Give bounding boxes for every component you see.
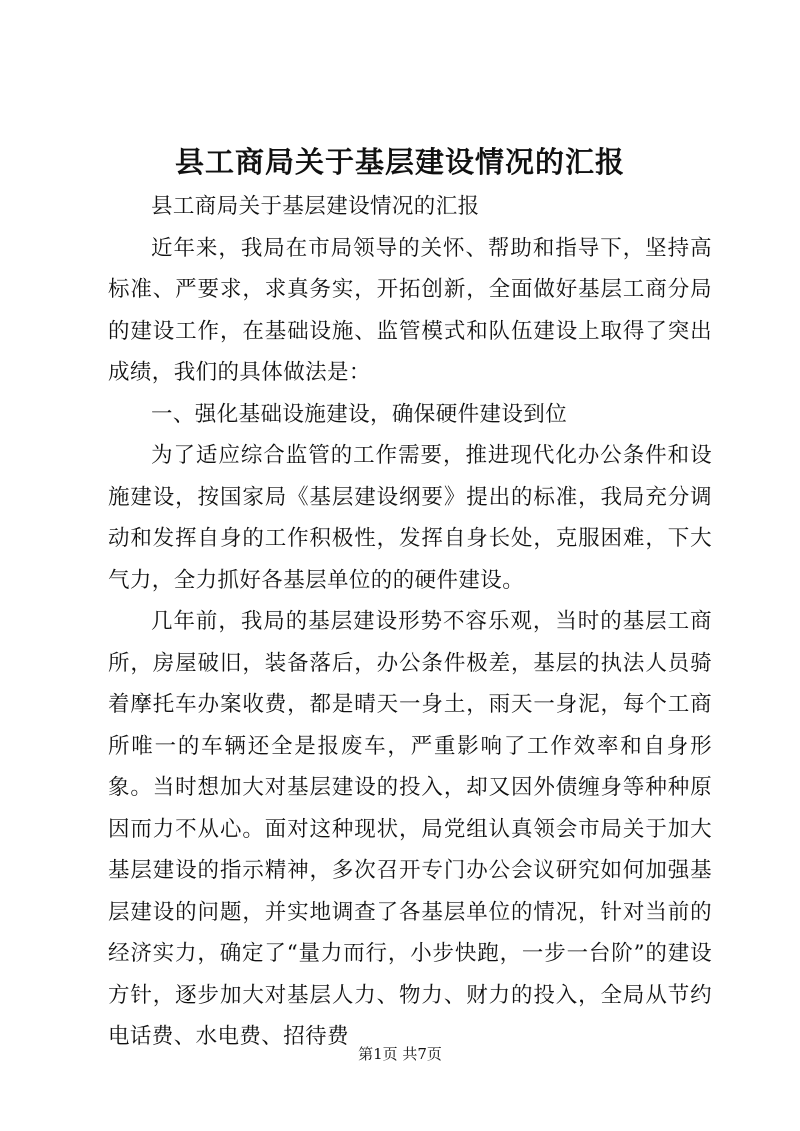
section-heading-1: 一、强化基础设施建设，确保硬件建设到位 — [151, 401, 568, 427]
paragraph-intro: 近年来，我局在市局领导的关怀、帮助和指导下，坚持高标准、严要求，求真务实，开拓创新，全面做好基层工商分局的建设工作，在基础设施、监管模式和队伍建设上取得了突出成绩，我们的具体做法是： — [108, 235, 712, 385]
document-body — [108, 186, 712, 1058]
document-title: 县工商局关于基层建设情况的汇报 — [174, 145, 625, 179]
paragraph-subtitle: 县工商局关于基层建设情况的汇报 — [151, 194, 480, 219]
paragraph-history: 几年前，我局的基层建设形势不容乐观，当时的基层工商所，房屋破旧，装备落后，办公条件极差，基层的执法人员骑着摩托车办案收费，都是晴天一身土，雨天一身泥，每个工商所唯一的车辆还全是报废车，严重影响了工作效率和自身形象。当时想加大对基层建设的投入，却又因外债缠身等种种原因而力不从心。面对这种现状，局党组认真领会市局关于加大基层建设的指示精神，多次召开专门办公会议研究如何加强基层建设的问题，并实地调查了各基层单位的情况，针对当前的经济实力，确定了“量力而行，小步快跑，一步一台阶”的建设方针，逐步加大对基层人力、物力、财力的投入，全局从节约电话费、水电费、招待费 — [108, 609, 712, 1049]
page-number-footer: 第1页 共7页 — [358, 1045, 442, 1063]
paragraph-infrastructure: 为了适应综合监管的工作需要，推进现代化办公条件和设施建设，按国家局《基层建设纲要》提出的标准，我局充分调动和发挥自身的工作积极性，发挥自身长处，克服困难，下大气力，全力抓好各基层单位的的硬件建设。 — [108, 443, 712, 593]
